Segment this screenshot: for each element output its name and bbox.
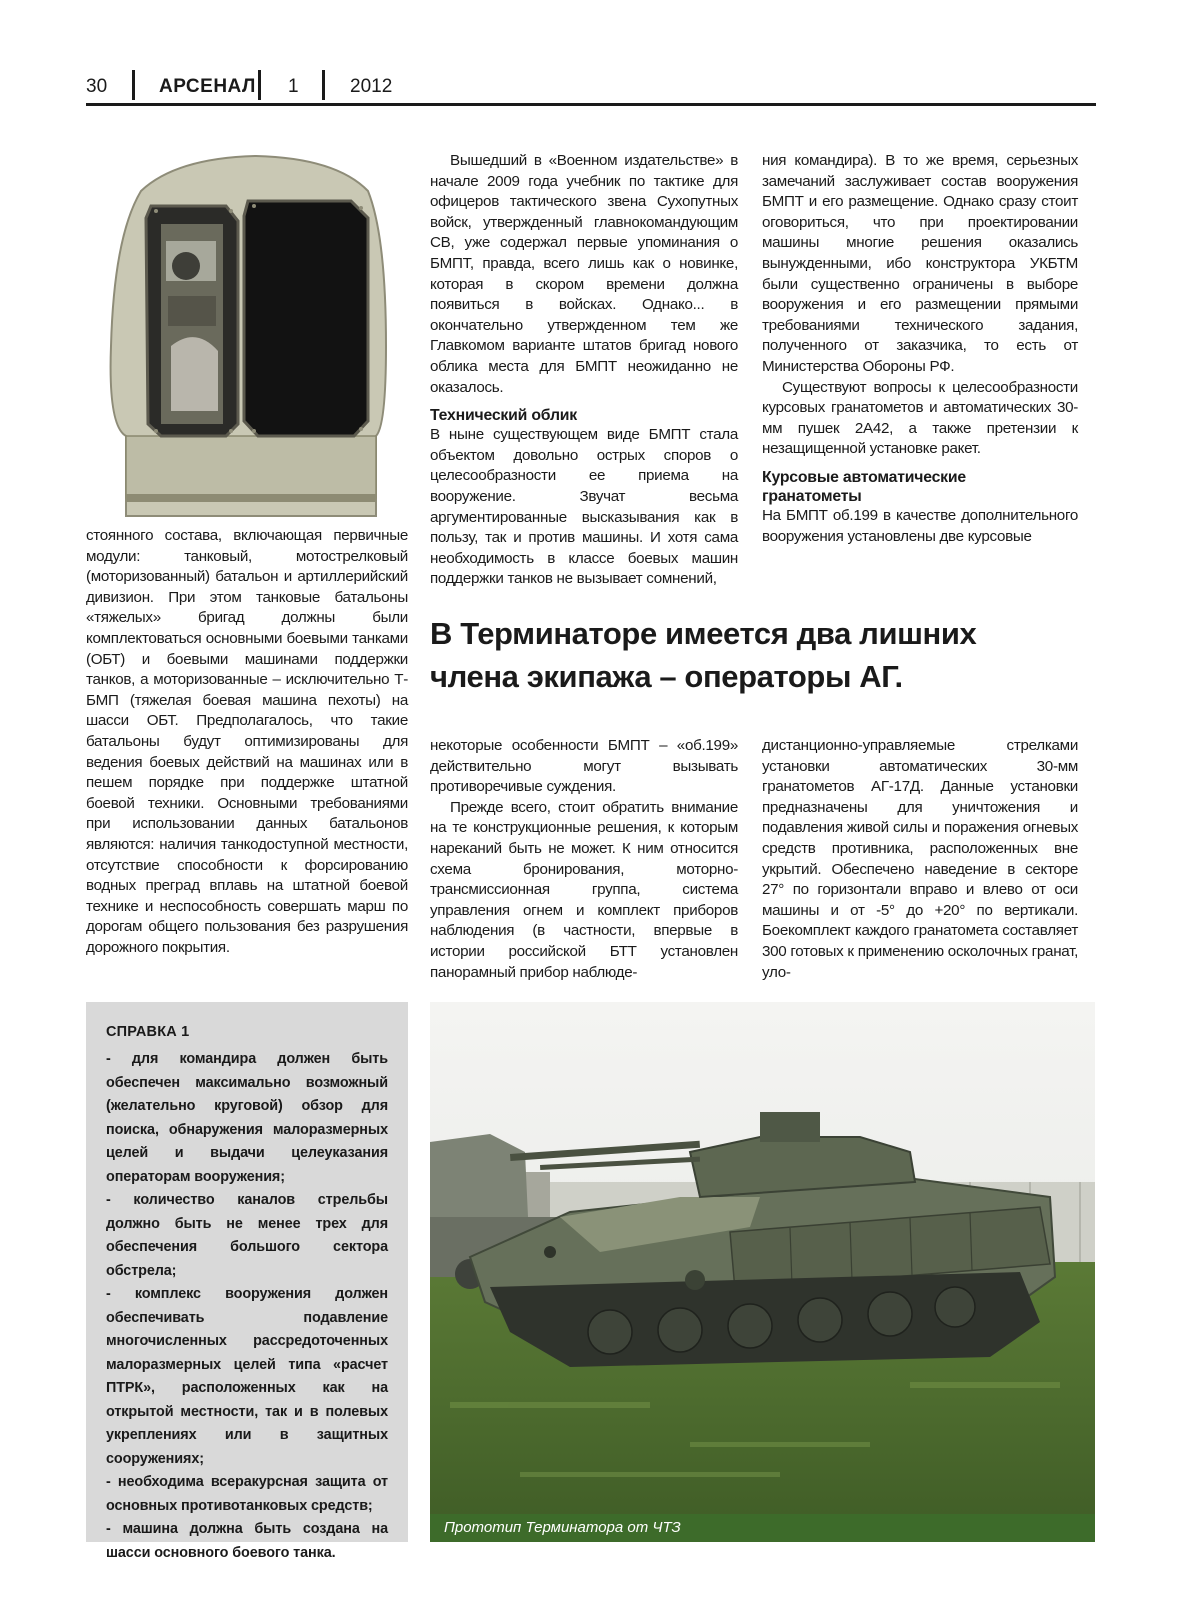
terminator-prototype-photo — [430, 1002, 1095, 1542]
issue-year: 2012 — [350, 76, 393, 97]
header-divider — [322, 70, 325, 100]
left-column-paragraph: стоянного состава, включающая первичные модули: танковый, мотострелковый (моторизованный) батальон и артиллерийский дивизион. При этом танковые батальоны «тяжелых» бригад должны были комплектоваться основными боевыми танками (ОБТ) и боевыми машинами поддержки танков, а моторизованные – исключительно Т-БМП (тяжелая боевая машина пехоты) на шасси ОБТ. Предполагалось, что такие батальоны будут оптимизированы для ведения боевых действий на машинах или в пешем порядке при поддержке штатной боевой техники. Основными требованиями при использовании данных батальонов являются: наличия танкодоступной местности, отсутствие способности к форсированию водных преград вплавь на штатной боевой технике и неспособность совершать марш по дорогам общего пользования без разрушения дорожного покрытия. — [86, 527, 408, 956]
info-box-item: - необходима всеракурсная защита от основных противотанковых средств; — [106, 1474, 388, 1514]
middle-column-top — [430, 151, 738, 590]
features-paragraph: некоторые особенности БМПТ – «об.199» действительно могут вызывать противоречивые суждения. — [430, 737, 738, 796]
magazine-title: АРСЕНАЛ — [159, 76, 256, 97]
header-divider — [258, 70, 261, 100]
ag17-paragraph: дистанционно-управляемые стрелками установки автоматических 30-мм гранатометов АГ-17Д. Данные установки предназначены для уничтожения и подавления живой силы и поражения огневых средств противника, расположенных вне укрытий. Обеспечено наведение в секторе 27° по горизонтали вправо и влево от оси машины и от -5° до +20° по вертикали. Боекомплект каждого гранатомета составляет 300 готовых к применению осколочных гранат, уло- — [762, 737, 1078, 981]
pull-quote-line: члена экипажа – операторы АГ. — [430, 659, 903, 694]
pull-quote — [430, 612, 1080, 698]
info-box-item: - для командира должен быть обеспечен максимально возможный (желательно круговой) обзор для поиска, обнаружения малоразмерных целей и выдачи целеуказания операторам вооружения; — [106, 1051, 388, 1185]
right-column-top — [762, 151, 1078, 547]
header-divider — [132, 70, 135, 100]
intro-paragraph: Вышедший в «Военном издательстве» в начале 2009 года учебник по тактике для офицеров тактического звена Сухопутных войск, утвержденный главнокомандующим СВ, уже содержал первые упоминания о БМПТ, правда, всего лишь как о новинке, которая в скором времени должна появиться в войсках. Однако... в окончательно утвержденном тем же Главкомом варианте штатов бригад нового облика места для БМПТ неожиданно не оказалось. — [430, 152, 738, 396]
info-box — [86, 1002, 408, 1561]
info-box-item: - комплекс вооружения должен обеспечивать подавление многочисленных рассредоточенных малоразмерных целей типа «расчет ПТРК», расположенных как на открытой местности, так и в полевых укреплениях или в защитных сооружениях; — [106, 1286, 388, 1467]
photo-caption-bar — [430, 1514, 1095, 1542]
left-column-text — [86, 526, 408, 958]
middle-column-bottom — [430, 736, 738, 983]
issue-number: 1 — [288, 76, 299, 97]
section-heading-technical: Технический облик — [430, 407, 577, 425]
info-box-item: - количество каналов стрельбы должно быть не менее трех для обеспечения большого сектора обстрела; — [106, 1192, 388, 1279]
info-box-list — [106, 1048, 388, 1565]
questions-paragraph: Существуют вопросы к целесообразности курсовых гранатометов и автоматических 30-мм пушек 2А42, а также претензии к незащищенной установке ракет. — [762, 378, 1078, 458]
photo-caption: Прототип Терминатора от ЧТЗ — [444, 1519, 681, 1536]
heading-line: гранатометы — [762, 487, 862, 505]
commander-paragraph: ния командира). В то же время, серьезных замечаний заслуживает состав вооружения БМПТ и его размещение. Однако сразу стоит оговориться, что при проектировании машины многие решения оказались вынужденными, ибо конструктора УКБТМ были существенно ограничены в выборе вооружения и его размещении прямыми требованиями технического задания, полученного от заказчика, то есть от Министерства Обороны РФ. — [762, 152, 1078, 375]
turret-module-photo — [86, 146, 408, 521]
info-box-title: СПРАВКА 1 — [106, 1024, 190, 1040]
info-box-item: - машина должна быть создана на шасси основного боевого танка. — [106, 1521, 388, 1561]
grenade-launchers-paragraph: На БМПТ об.199 в качестве дополнительного вооружения установлены две курсовые — [762, 506, 1078, 545]
heading-line: Курсовые автоматические — [762, 468, 966, 486]
technical-paragraph: В ныне существующем виде БМПТ стала объектом довольно острых споров о целесообразности ее приема на вооружение. Звучат весьма аргументированные высказывания как в пользу, так и против машины. И хотя сама необходимость в классе боевых машин поддержки танков не вызывает сомнений, — [430, 426, 738, 588]
section-heading-grenade-launchers — [762, 468, 1078, 506]
page-number: 30 — [86, 76, 108, 97]
pull-quote-line: В Терминаторе имеется два лишних — [430, 616, 977, 651]
right-column-bottom — [762, 736, 1078, 983]
design-paragraph: Прежде всего, стоит обратить внимание на те конструкционные решения, к которым нареканий быть не может. К ним относится схема бронирования, моторно-трансмиссионная группа, система управления огнем и комплект приборов наблюдения (в частности, впервые в истории российской БТТ установлен панорамный прибор наблюде- — [430, 798, 738, 981]
header-rule — [86, 103, 1096, 106]
tank-illustration — [430, 1002, 1095, 1542]
